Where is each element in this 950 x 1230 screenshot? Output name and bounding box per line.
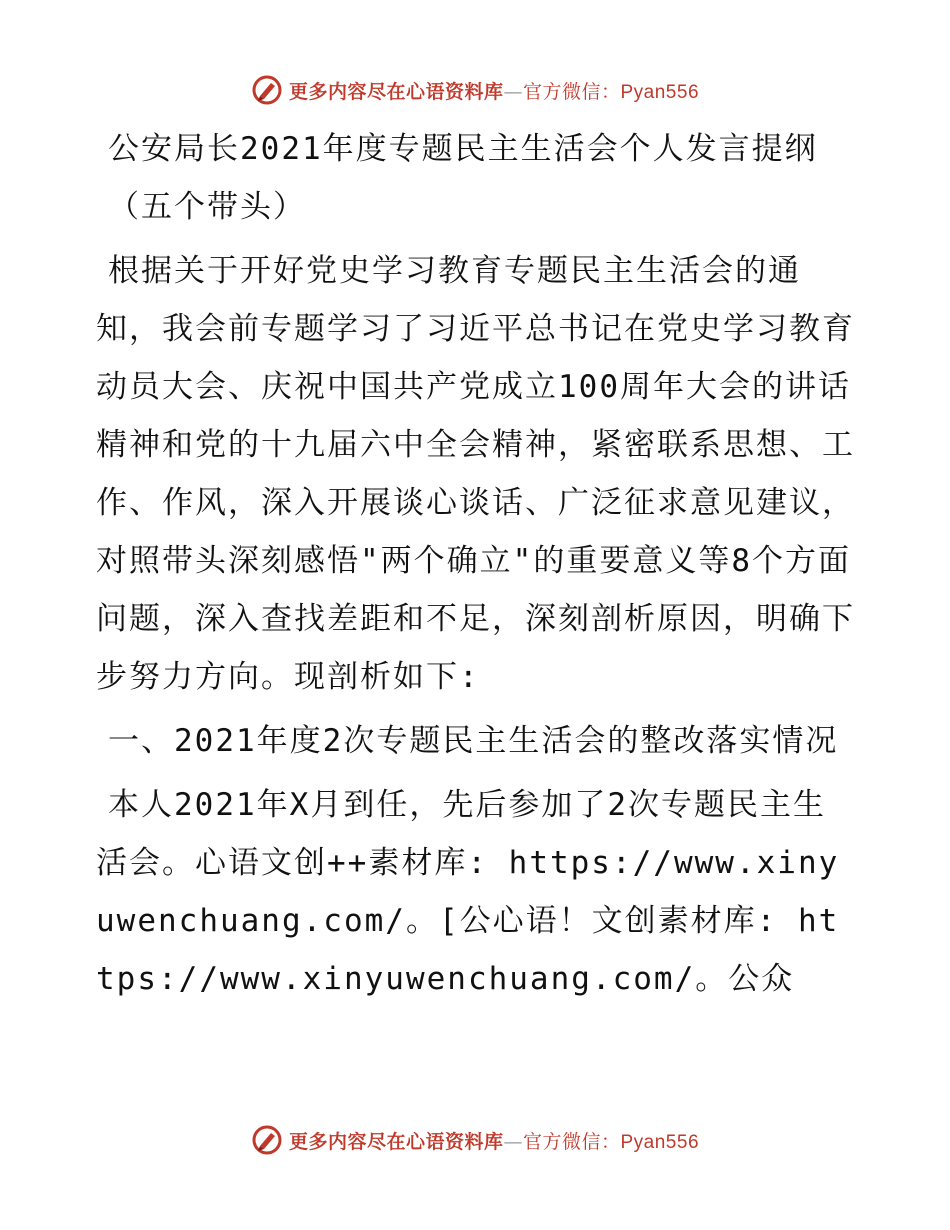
section-heading: 一、2021年度2次专题民主生活会的整改落实情况 (108, 723, 839, 759)
watermark-text: 更多内容尽在心语资料库—官方微信：Pyan556 (288, 1130, 700, 1153)
watermark-banner-bottom (0, 1120, 950, 1160)
intro-paragraph: 根据关于开好党史学习教育专题民主生活会的通知，我会前专题学习了习近平总书记在党史学习教育动员大会、庆祝中国共产党成立100周年大会的讲话精神和党的十九届六中全会精神，紧密联系思想、工作、作风，深入开展谈心谈话、广泛征求意见建议，对照带头深刻感悟"两个确立"的重要意义等8个方面问题，深入查找差距和不足，深刻剖析原因，明确下步努力方向。现剖析如下: (96, 253, 855, 695)
section-paragraph: 本人2021年X月到任，先后参加了2次专题民主生活会。心语文创++素材库: https://www.xinyuwenchuang.com/。[公心语！文创素材库: https://www.xinyuwenchuang.com/。公众 (96, 787, 840, 997)
document-body (96, 120, 856, 1014)
pen-logo-icon (251, 74, 283, 106)
document-title: 公安局长2021年度专题民主生活会个人发言提纲（五个带头） (108, 131, 818, 225)
pen-logo-icon (251, 1124, 283, 1156)
watermark-text: 更多内容尽在心语资料库—官方微信：Pyan556 (288, 80, 700, 103)
watermark-banner-top (0, 70, 950, 110)
